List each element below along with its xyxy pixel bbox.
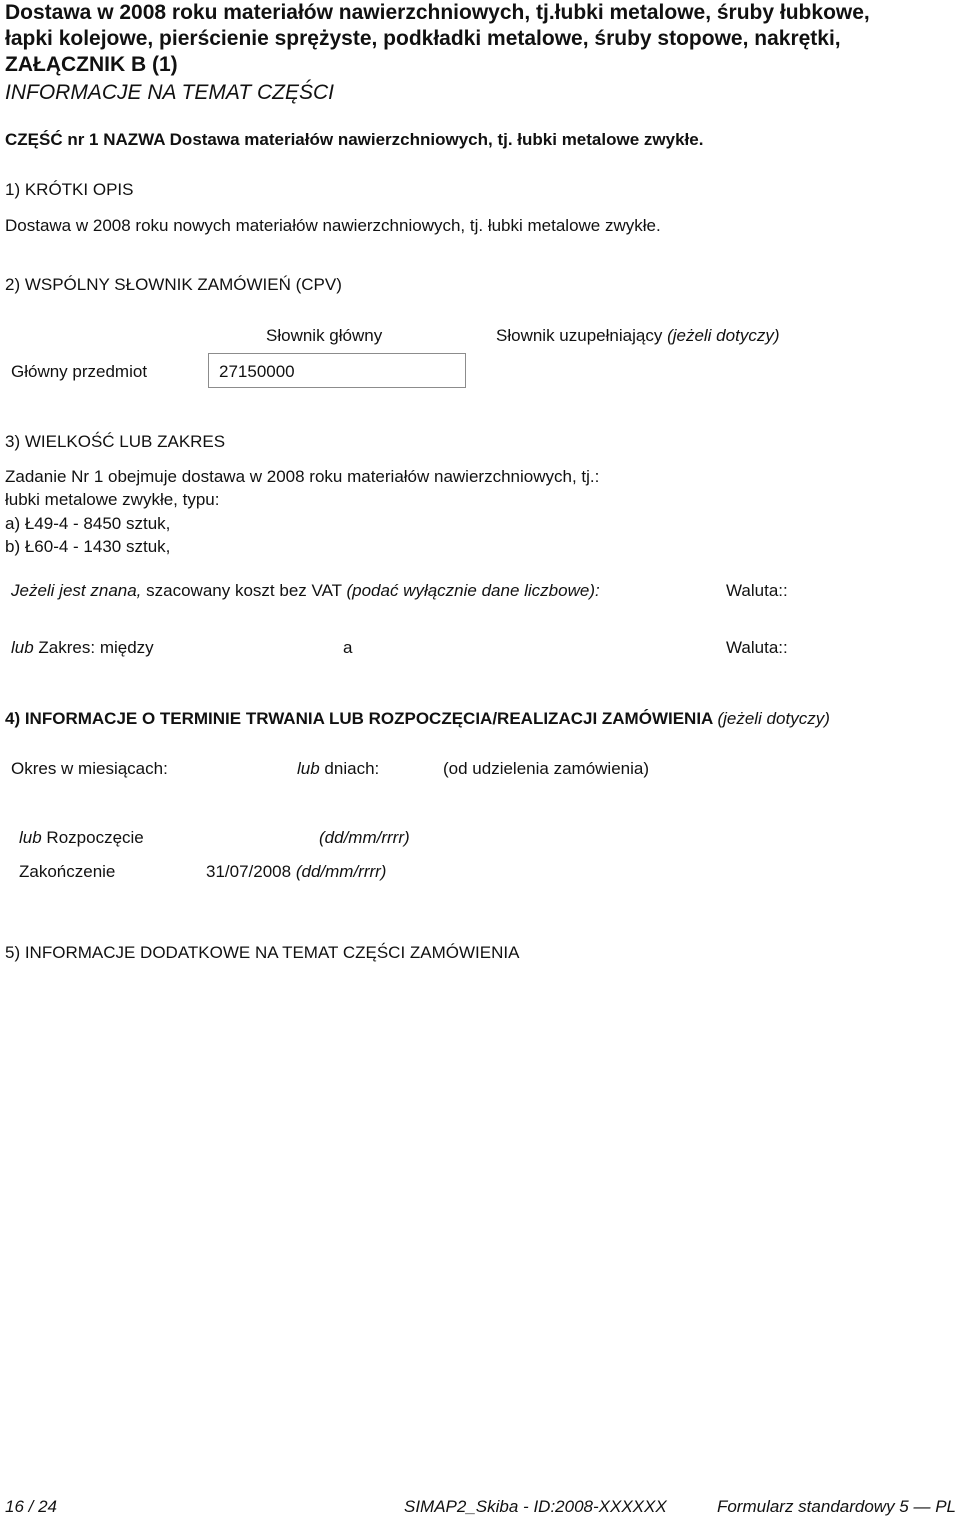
cpv-row-label: Główny przedmiot	[11, 362, 148, 381]
end-format: (dd/mm/rrrr)	[295, 862, 387, 881]
end-label: Zakończenie	[19, 862, 116, 881]
range-label: Zakres: między	[38, 638, 154, 657]
cpv-main-column-header: Słownik główny	[266, 326, 383, 345]
start-row	[19, 828, 144, 848]
document-title-line-1: Dostawa w 2008 roku materiałów nawierzchniowych, tj.łubki metalowe, śruby łubkowe,	[5, 1, 870, 24]
cpv-supp-note: (jeżeli dotyczy)	[667, 326, 780, 345]
document-title-line-2: łapki kolejowe, pierścienie sprężyste, podkładki metalowe, śruby stopowe, nakrętki,	[5, 27, 841, 50]
range-row	[11, 638, 154, 658]
section-4-heading-note: (jeżeli dotyczy)	[717, 709, 830, 728]
days-row	[297, 759, 379, 779]
currency-label: Waluta::	[726, 581, 788, 600]
days-label: dniach:	[324, 759, 380, 778]
section-4-heading-text: 4) INFORMACJE O TERMINIE TRWANIA LUB ROZPOCZĘCIA/REALIZACJI ZAMÓWIENIA	[5, 709, 713, 728]
form-name: Formularz standardowy 5 — PL	[716, 1497, 956, 1516]
cpv-supp-label: Słownik uzupełniający	[496, 326, 663, 345]
end-date-row	[206, 862, 386, 882]
section-3-line-4: b) Ł60-4 - 1430 sztuk,	[5, 537, 171, 556]
start-or: lub	[19, 828, 42, 847]
cpv-supp-column-header	[496, 326, 779, 346]
section-5-heading: 5) INFORMACJE DODATKOWE NA TEMAT CZĘŚCI ZAMÓWIENIA	[5, 943, 520, 962]
range-and: a	[343, 638, 353, 657]
section-3-line-2: łubki metalowe zwykłe, typu:	[5, 490, 220, 509]
start-format: (dd/mm/rrrr)	[319, 828, 410, 847]
cpv-code-value: 27150000	[219, 362, 295, 381]
start-label: Rozpoczęcie	[46, 828, 144, 847]
cost-intro: Jeżeli jest znana,	[11, 581, 142, 600]
section-2-heading: 2) WSPÓLNY SŁOWNIK ZAMÓWIEŃ (CPV)	[5, 275, 342, 294]
section-3-line-1: Zadanie Nr 1 obejmuje dostawa w 2008 roku materiałów nawierzchniowych, tj.:	[5, 467, 600, 486]
document-id: SIMAP2_Skiba - ID:2008-XXXXXX	[404, 1497, 667, 1516]
estimated-cost-row	[11, 581, 600, 601]
days-note: (od udzielenia zamówienia)	[443, 759, 650, 778]
section-3-heading: 3) WIELKOŚĆ LUB ZAKRES	[5, 432, 226, 451]
section-1-heading: 1) KRÓTKI OPIS	[5, 180, 134, 199]
section-4-heading	[5, 709, 830, 729]
cpv-code-field	[208, 353, 466, 388]
section-1-text: Dostawa w 2008 roku nowych materiałów nawierzchniowych, tj. łubki metalowe zwykłe.	[5, 216, 661, 235]
part-title: CZĘŚĆ nr 1 NAZWA Dostawa materiałów nawierzchniowych, tj. łubki metalowe zwykłe.	[5, 130, 704, 149]
months-label: Okres w miesiącach:	[11, 759, 168, 778]
annex-title: ZAŁĄCZNIK B (1)	[5, 53, 178, 76]
page-number: 16 / 24	[5, 1497, 57, 1516]
cost-label: szacowany koszt bez VAT	[146, 581, 342, 600]
cost-note: (podać wyłącznie dane liczbowe):	[346, 581, 600, 600]
end-date: 31/07/2008	[206, 862, 292, 881]
annex-subtitle: INFORMACJE NA TEMAT CZĘŚCI	[5, 81, 335, 104]
currency-label-2: Waluta::	[726, 638, 788, 657]
days-or: lub	[297, 759, 320, 778]
section-3-line-3: a) Ł49-4 - 8450 sztuk,	[5, 514, 171, 533]
range-or: lub	[11, 638, 34, 657]
